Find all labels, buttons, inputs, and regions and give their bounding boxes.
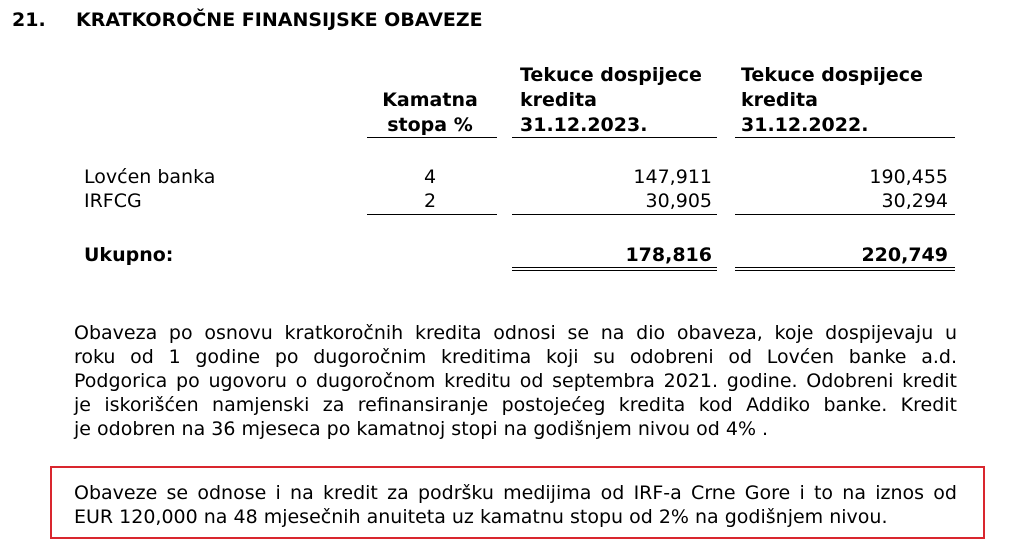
total-label: Ukupno:	[84, 244, 174, 266]
total-rule-2023-b	[512, 270, 717, 271]
total-value-2022: 220,749	[861, 244, 948, 266]
header-rate-line-1: Kamatna	[382, 89, 478, 111]
row-name: Lovćen banka	[84, 166, 216, 188]
paragraph-line: Podgorica po ugovoru o dugoročnom kreditu od septembra 2021. godine. Odobreni kredit	[74, 370, 957, 392]
header-2022	[741, 63, 923, 138]
paragraph-media-loan	[74, 481, 957, 529]
header-2023-line-1: Tekuce dospijece	[520, 64, 702, 86]
header-2022-line-2: kredita	[741, 89, 818, 111]
paragraph-line: Obaveza po osnovu kratkoročnih kredita odnosi se na dio obaveza, koje dospijevaju u	[74, 322, 957, 344]
row-value-2023: 147,911	[633, 166, 712, 188]
total-rule-2022-a	[735, 267, 955, 268]
row-rate: 4	[423, 166, 437, 188]
header-rule-2023	[512, 137, 717, 138]
row-value-2022: 30,294	[881, 190, 948, 212]
row-value-2022: 190,455	[869, 166, 948, 188]
row-rule-2023	[512, 214, 717, 215]
header-rate-line-2: stopa %	[387, 114, 473, 136]
section-number: 21.	[12, 9, 46, 31]
row-value-2023: 30,905	[645, 190, 712, 212]
header-2023-line-3: 31.12.2023.	[520, 114, 648, 136]
paragraph-line: je iskorišćen namjenski za refinansiranje postojećeg kredita kod Addiko banke. Kredit	[74, 394, 957, 416]
paragraph-line: roku od 1 godine po dugoročnim kreditima koji su odobreni od Lovćen banke a.d.	[74, 346, 957, 368]
total-value-2023: 178,816	[625, 244, 712, 266]
header-2022-line-3: 31.12.2022.	[741, 114, 869, 136]
header-rule-rate	[367, 137, 497, 138]
row-name: IRFCG	[84, 190, 142, 212]
header-2023-line-2: kredita	[520, 89, 597, 111]
total-rule-2023-a	[512, 267, 717, 268]
total-rule-2022-b	[735, 270, 955, 271]
paragraph-line: EUR 120,000 na 48 mjesečnih anuiteta uz kamatnu stopu od 2% na godišnjem nivou.	[74, 506, 888, 528]
row-rule-rate	[367, 214, 497, 215]
row-rule-2022	[735, 214, 955, 215]
header-2022-line-1: Tekuce dospijece	[741, 64, 923, 86]
paragraph-loan-description	[74, 321, 957, 441]
header-rule-2022	[735, 137, 955, 138]
paragraph-line: Obaveze se odnose i na kredit za podršku medijima od IRF-a Crne Gore i to na iznos od	[74, 482, 957, 504]
paragraph-line: je odobren na 36 mjeseca po kamatnoj stopi na godišnjem nivou od 4% .	[74, 418, 769, 440]
header-rate	[380, 88, 480, 138]
row-rate: 2	[423, 190, 437, 212]
header-2023	[520, 63, 702, 138]
section-title: KRATKOROČNE FINANSIJSKE OBAVEZE	[76, 9, 483, 31]
